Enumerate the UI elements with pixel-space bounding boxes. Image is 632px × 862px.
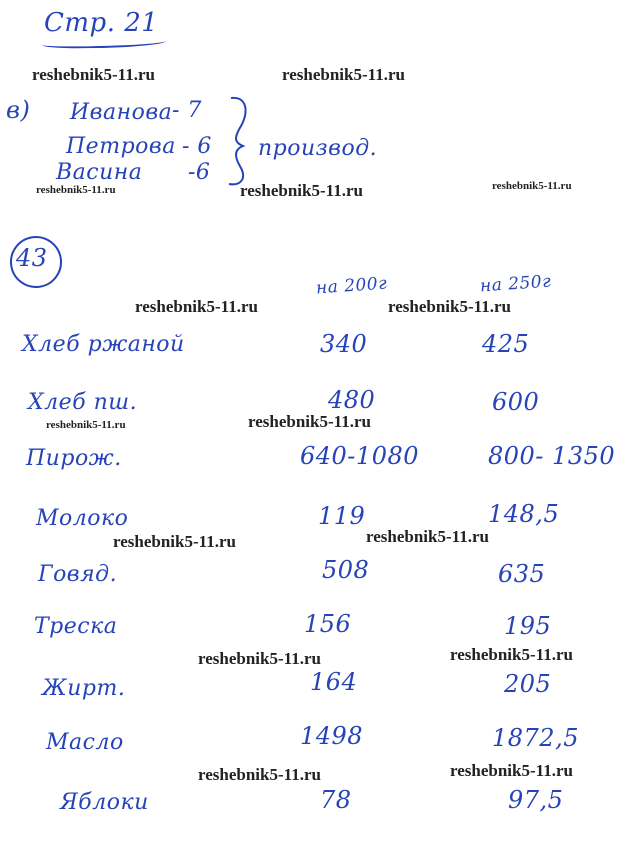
watermark: reshebnik5-11.ru <box>198 765 321 784</box>
section-label: в) <box>6 96 31 124</box>
row-label: Треска <box>34 614 118 639</box>
row-value-250: 148,5 <box>488 500 560 528</box>
row-value-200: 640-1080 <box>300 442 419 470</box>
watermark: reshebnik5-11.ru <box>46 419 126 431</box>
row-label: Масло <box>46 730 124 755</box>
row-value-250: 195 <box>504 612 552 640</box>
column-header: на 200г <box>315 273 388 299</box>
column-header: на 250г <box>479 271 552 297</box>
row-value-200: 164 <box>310 668 358 696</box>
list-item-value: - 7 <box>172 98 202 123</box>
row-value-200: 156 <box>304 610 352 638</box>
watermark: reshebnik5-11.ru <box>198 649 321 668</box>
row-value-250: 205 <box>504 670 552 698</box>
row-label: Яблоки <box>60 790 149 815</box>
row-value-200: 508 <box>322 556 370 584</box>
list-item-value: -6 <box>188 160 211 185</box>
row-label: Молоко <box>36 506 129 531</box>
row-value-250: 425 <box>482 330 530 358</box>
watermark: reshebnik5-11.ru <box>32 65 155 84</box>
page-heading: Стр. 21 <box>44 8 159 38</box>
row-label: Пирож. <box>26 446 122 471</box>
row-value-250: 635 <box>498 560 546 588</box>
row-value-250: 97,5 <box>508 786 564 814</box>
row-value-200: 340 <box>320 330 368 358</box>
row-value-200: 78 <box>320 786 352 814</box>
watermark: reshebnik5-11.ru <box>135 297 258 316</box>
bracket-note: производ. <box>258 136 378 161</box>
row-label: Говяд. <box>38 562 118 587</box>
row-value-200: 119 <box>318 502 366 530</box>
watermark: reshebnik5-11.ru <box>366 527 489 546</box>
list-item-name: Иванова <box>70 100 173 125</box>
row-value-250: 800- 1350 <box>488 442 616 470</box>
list-item-name: Петрова <box>66 134 176 159</box>
list-item-value: - 6 <box>182 134 212 159</box>
watermark: reshebnik5-11.ru <box>282 65 405 84</box>
row-label: Жирт. <box>42 676 126 701</box>
row-label: Хлеб ржаной <box>22 332 185 357</box>
watermark: reshebnik5-11.ru <box>240 181 363 200</box>
curly-brace-icon <box>225 92 259 188</box>
row-value-250: 1872,5 <box>492 724 579 752</box>
watermark: reshebnik5-11.ru <box>113 532 236 551</box>
watermark: reshebnik5-11.ru <box>36 184 116 196</box>
watermark: reshebnik5-11.ru <box>388 297 511 316</box>
watermark: reshebnik5-11.ru <box>248 412 371 431</box>
watermark: reshebnik5-11.ru <box>492 180 572 192</box>
watermark: reshebnik5-11.ru <box>450 761 573 780</box>
row-value-250: 600 <box>492 388 540 416</box>
watermark: reshebnik5-11.ru <box>450 645 573 664</box>
task-number: 43 <box>16 244 48 272</box>
list-item-name: Васина <box>56 160 143 185</box>
row-label: Хлеб пш. <box>28 390 138 415</box>
row-value-200: 480 <box>328 386 376 414</box>
row-value-200: 1498 <box>300 722 364 750</box>
heading-underline <box>42 37 166 49</box>
